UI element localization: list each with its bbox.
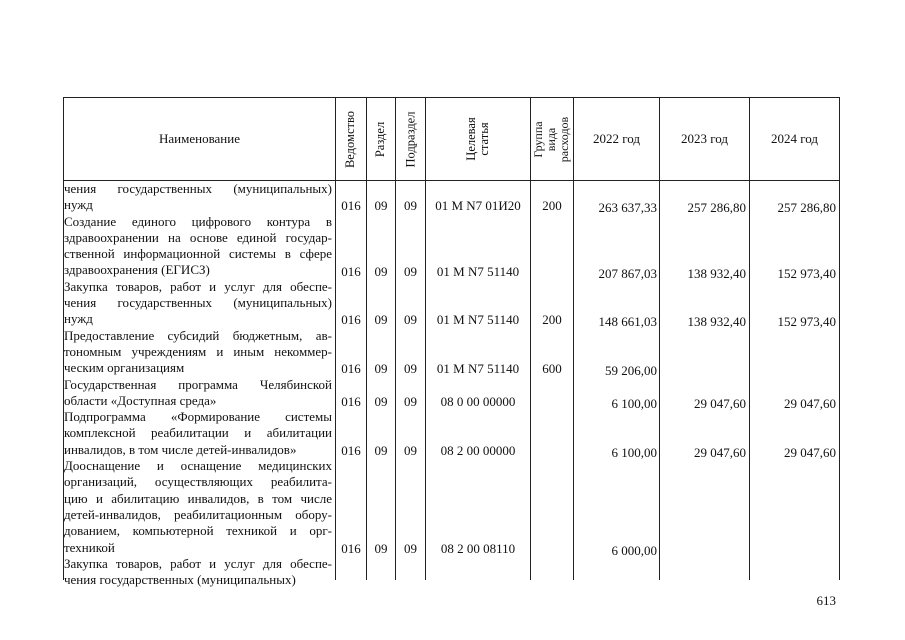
col-border-right (839, 97, 840, 580)
row-name-line: инвалидов, в том числе детей-инвалидов» (64, 441, 297, 457)
row-podrazdel: 09 (404, 442, 417, 458)
row-razdel: 09 (374, 198, 388, 214)
row-name-line: Создание единого цифрового контура в (64, 213, 332, 229)
row-name-line: Подпрограмма «Формирование системы (64, 409, 332, 425)
row-gruppa: 200 (542, 198, 562, 214)
row-name-line: ческим организациям (64, 360, 185, 376)
row-name (64, 214, 332, 279)
row-vedomstvo: 016 (341, 540, 361, 556)
row-name-line: нужд (64, 311, 93, 327)
row-value-2024: 152 973,40 (777, 314, 836, 330)
header-celevaya-text: Целевая статья (464, 117, 491, 161)
row-name-line: Закупка товаров, работ и услуг для обеспе- (64, 555, 332, 571)
row-name-line: здравоохранения (ЕГИСЗ) (64, 262, 210, 278)
row-value-2022: 6 100,00 (611, 395, 657, 411)
row-celevaya-statya: 01 M N7 51140 (436, 361, 520, 377)
row-name-line: организаций, осуществляющих реабилита- (64, 474, 332, 490)
header-razdel-text: Раздел (373, 121, 388, 157)
row-name-line: дованием, компьютерной техникой и орг- (64, 523, 332, 539)
row-name-line: цию и абилитацию инвалидов, в том числе (64, 490, 332, 506)
header-podrazdel (396, 98, 425, 180)
header-2022: 2022 год (593, 131, 640, 146)
header-vedomstvo-text: Ведомство (343, 110, 358, 168)
row-celevaya-statya: 08 0 00 00000 (440, 393, 516, 409)
row-name-line: Предоставление субсидий бюджетным, ав- (64, 327, 332, 343)
row-name-line: чения государственных (муниципальных) (64, 295, 332, 311)
row-value-2024: 29 047,60 (784, 444, 836, 460)
header-gruppa-vida-rashodov (531, 98, 573, 180)
row-razdel: 09 (374, 442, 388, 458)
row-celevaya-statya: 01 M N7 01И20 (435, 198, 521, 214)
row-razdel: 09 (374, 361, 388, 377)
row-value-2024: 152 973,40 (777, 265, 836, 281)
row-value-2022: 263 637,33 (598, 200, 657, 216)
row-name (64, 377, 332, 410)
row-value-2022: 207 867,03 (598, 265, 657, 281)
row-value-2023: 138 932,40 (687, 314, 746, 330)
header-name: Наименование (159, 131, 240, 146)
row-name (64, 279, 332, 328)
row-name-line: здравоохранении на основе единой государ- (64, 229, 332, 245)
header-2023: 2023 год (681, 131, 728, 146)
row-vedomstvo: 016 (341, 312, 361, 328)
row-gruppa: 200 (542, 312, 562, 328)
row-value-2023: 257 286,80 (687, 200, 746, 216)
row-razdel: 09 (374, 393, 388, 409)
row-value-2023: 138 932,40 (687, 265, 746, 281)
row-name-line: тономным учреждениям и иным некоммер- (64, 343, 332, 359)
header-vedomstvo (336, 98, 366, 180)
row-name-line: ственной информационной системы в сфере (64, 246, 332, 262)
row-name-line: техникой (64, 539, 115, 555)
row-celevaya-statya: 01 M N7 51140 (436, 312, 520, 328)
row-value-2022: 148 661,03 (598, 314, 657, 330)
row-name (64, 328, 332, 377)
row-name-line: чения государственных (муниципальных) (64, 181, 332, 196)
row-name (64, 181, 332, 214)
row-gruppa: 600 (542, 361, 562, 377)
row-podrazdel: 09 (404, 312, 417, 328)
row-vedomstvo: 016 (341, 361, 361, 377)
header-celevaya-statya (426, 98, 530, 180)
page-number: 613 (816, 593, 836, 608)
header-razdel (367, 98, 395, 180)
row-name-line: Закупка товаров, работ и услуг для обеспе- (64, 278, 332, 294)
row-name-line: области «Доступная среда» (64, 392, 217, 408)
row-value-2023: 29 047,60 (694, 444, 746, 460)
row-value-2022: 6 100,00 (611, 444, 657, 460)
row-vedomstvo: 016 (341, 263, 361, 279)
row-value-2024: 257 286,80 (777, 200, 836, 216)
row-podrazdel: 09 (404, 361, 417, 377)
header-2024: 2024 год (771, 131, 818, 146)
header-gruppa-text: Группа вида расходов (531, 116, 572, 162)
row-celevaya-statya: 08 2 00 00000 (440, 442, 516, 458)
row-name-line: комплексной реабилитации и абилитации (64, 425, 332, 441)
row-podrazdel: 09 (404, 263, 417, 279)
row-celevaya-statya: 08 2 00 08110 (440, 540, 516, 556)
row-name (64, 556, 332, 589)
row-name-line: чения государственных (муниципальных) (64, 572, 296, 588)
row-name-line: детей-инвалидов, реабилитационным обору- (64, 506, 332, 522)
header-podrazdel-text: Подраздел (403, 111, 417, 167)
row-vedomstvo: 016 (341, 198, 361, 214)
row-name-line: Государственная программа Челябинской (64, 376, 332, 392)
row-value-2024: 29 047,60 (784, 395, 836, 411)
row-name (64, 409, 332, 458)
row-name-line: Дооснащение и оснащение медицинских (64, 458, 332, 474)
row-vedomstvo: 016 (341, 442, 361, 458)
row-value-2022: 59 206,00 (605, 363, 657, 379)
row-podrazdel: 09 (404, 540, 417, 556)
row-razdel: 09 (374, 263, 388, 279)
row-vedomstvo: 016 (341, 393, 361, 409)
row-value-2022: 6 000,00 (611, 542, 657, 558)
row-podrazdel: 09 (404, 198, 417, 214)
row-podrazdel: 09 (404, 393, 417, 409)
row-name (64, 458, 332, 556)
row-celevaya-statya: 01 M N7 51140 (436, 263, 520, 279)
row-razdel: 09 (374, 312, 388, 328)
row-value-2023: 29 047,60 (694, 395, 746, 411)
row-razdel: 09 (374, 540, 388, 556)
row-name-line: нужд (64, 197, 93, 213)
